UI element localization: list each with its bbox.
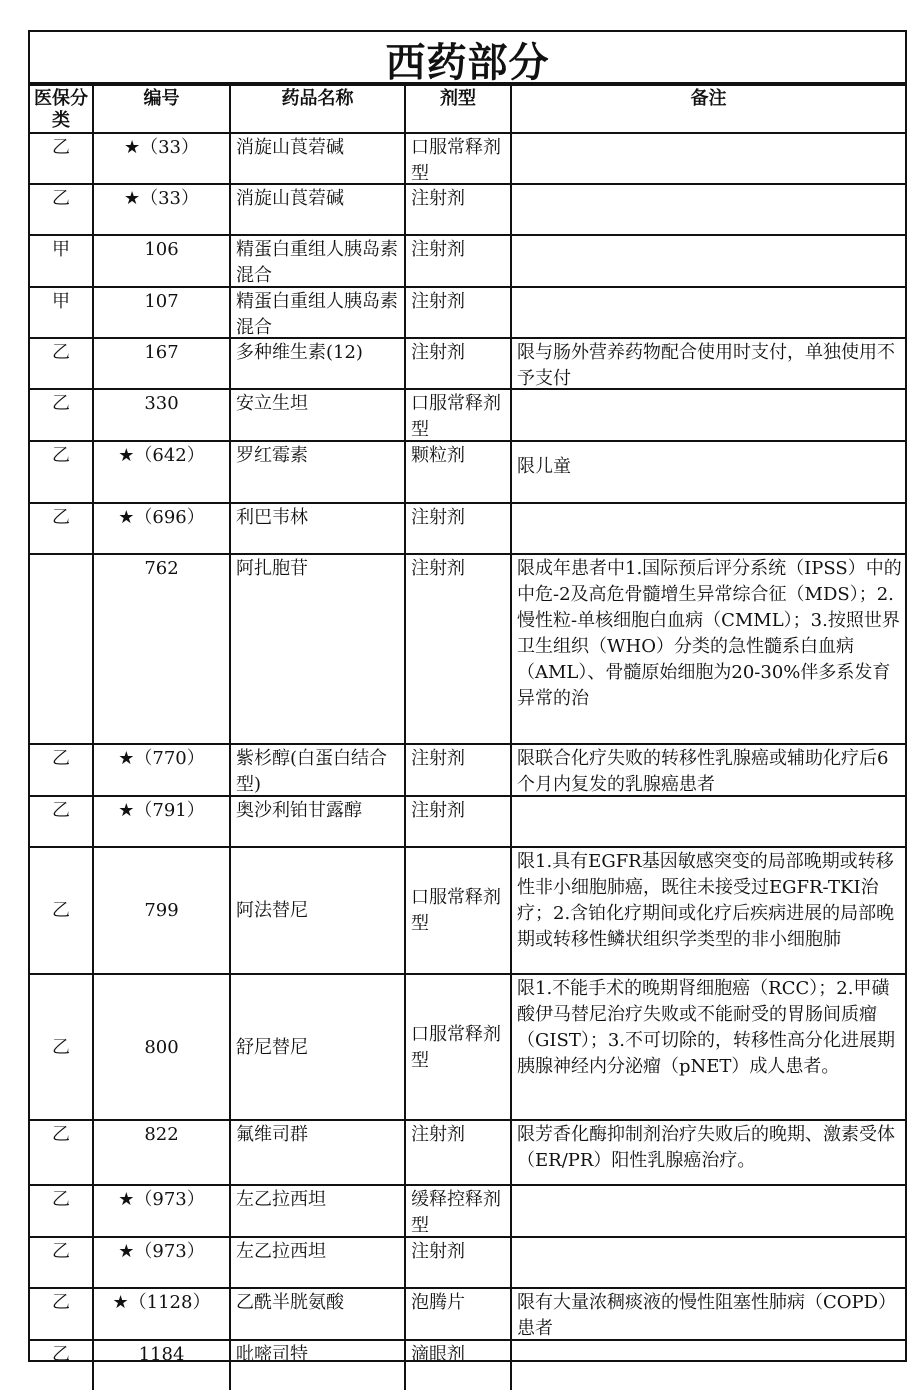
drug-name-cell xyxy=(230,184,405,235)
note-text xyxy=(512,288,905,337)
drug-name-text: 氟维司群 xyxy=(236,1124,308,1145)
dosage-form-text: 注射剂 xyxy=(411,507,465,528)
table-row xyxy=(30,847,905,974)
header-form: 剂型 xyxy=(405,85,511,133)
drug-table-sheet xyxy=(28,30,907,1365)
drug-name-text: 舒尼替尼 xyxy=(236,1036,308,1058)
number-text: ★（33） xyxy=(123,188,200,209)
category-text: 甲 xyxy=(52,291,70,312)
note-text: 限儿童 xyxy=(517,456,571,477)
category-cell xyxy=(30,1237,93,1288)
category-text: 乙 xyxy=(52,800,70,821)
category-text: 乙 xyxy=(52,445,70,466)
category-cell xyxy=(30,1288,93,1340)
category-text: 乙 xyxy=(52,507,70,528)
note-cell xyxy=(511,744,905,796)
table-body xyxy=(30,133,905,1390)
title-row xyxy=(30,32,905,84)
category-cell xyxy=(30,503,93,554)
drug-name-cell xyxy=(230,389,405,441)
number-cell xyxy=(93,503,230,554)
number-text: 799 xyxy=(144,900,179,921)
dosage-form-text: 口服常释剂型 xyxy=(411,137,501,183)
page-title: 西药部分 xyxy=(385,40,550,84)
dosage-form-text: 注射剂 xyxy=(411,558,465,579)
table-row xyxy=(30,554,905,744)
dosage-form-text: 注射剂 xyxy=(411,1124,465,1145)
dosage-form-cell xyxy=(405,184,511,235)
category-cell xyxy=(30,974,93,1120)
drug-name-cell xyxy=(230,1237,405,1288)
number-text: 822 xyxy=(144,1124,179,1145)
category-text: 乙 xyxy=(52,1292,70,1313)
category-cell xyxy=(30,796,93,847)
drug-name-text: 紫杉醇(白蛋白结合型) xyxy=(236,748,388,795)
header-category: 医保分类 xyxy=(30,85,93,133)
table-row xyxy=(30,974,905,1120)
note-cell xyxy=(511,796,905,847)
number-cell xyxy=(93,847,230,974)
drug-name-cell xyxy=(230,287,405,338)
note-cell xyxy=(511,338,905,389)
drug-name-cell xyxy=(230,441,405,503)
category-text: 乙 xyxy=(52,900,70,921)
category-cell xyxy=(30,1340,93,1390)
drug-name-cell xyxy=(230,1288,405,1340)
category-cell xyxy=(30,441,93,503)
drug-table xyxy=(30,84,905,1390)
table-row xyxy=(30,1120,905,1185)
dosage-form-text: 缓释控释剂型 xyxy=(411,1189,501,1236)
dosage-form-cell xyxy=(405,503,511,554)
dosage-form-cell xyxy=(405,1288,511,1340)
note-text xyxy=(512,1186,905,1236)
number-text: ★（973） xyxy=(118,1189,205,1210)
number-cell xyxy=(93,133,230,184)
note-text: 限与肠外营养药物配合使用时支付，单独使用不予支付 xyxy=(517,342,895,388)
dosage-form-text: 口服常释剂型 xyxy=(411,393,501,440)
table-row xyxy=(30,184,905,235)
category-text: 乙 xyxy=(52,1124,70,1145)
drug-name-text: 奥沙利铂甘露醇 xyxy=(236,800,362,821)
dosage-form-cell xyxy=(405,1237,511,1288)
category-cell xyxy=(30,554,93,744)
number-text: ★（770） xyxy=(118,748,205,769)
category-text: 甲 xyxy=(52,239,70,260)
drug-name-cell xyxy=(230,1340,405,1390)
number-text: 167 xyxy=(144,342,179,363)
number-text: ★（791） xyxy=(118,800,205,821)
note-text: 限有大量浓稠痰液的慢性阻塞性肺病（COPD）患者 xyxy=(517,1292,897,1339)
drug-name-text: 精蛋白重组人胰岛素混合 xyxy=(236,291,398,337)
number-text: 1184 xyxy=(138,1344,185,1365)
category-cell xyxy=(30,744,93,796)
drug-name-cell xyxy=(230,847,405,974)
note-cell xyxy=(511,1288,905,1340)
dosage-form-text: 注射剂 xyxy=(411,342,465,363)
number-cell xyxy=(93,287,230,338)
number-cell xyxy=(93,796,230,847)
note-text: 限成年患者中1.国际预后评分系统（IPSS）中的中危-2及高危骨髓增生异常综合征（MDS）；2.慢性粒-单核细胞白血病（CMML）；3.按照世界卫生组织（WHO）分类的急性髓系白血病（AML）、骨髓原始细胞为20-30%伴多系发育异常的治 xyxy=(517,558,902,709)
drug-name-text: 多种维生素(12) xyxy=(236,342,363,363)
dosage-form-cell xyxy=(405,235,511,287)
drug-name-text: 利巴韦林 xyxy=(236,507,308,528)
header-name: 药品名称 xyxy=(230,85,405,133)
drug-name-text: 安立生坦 xyxy=(236,393,308,414)
category-text: 乙 xyxy=(52,1189,70,1210)
dosage-form-text: 口服常释剂型 xyxy=(411,887,501,934)
category-cell xyxy=(30,287,93,338)
note-cell xyxy=(511,389,905,441)
dosage-form-cell xyxy=(405,1340,511,1390)
table-row xyxy=(30,389,905,441)
dosage-form-cell xyxy=(405,1185,511,1237)
note-cell xyxy=(511,554,905,744)
drug-name-cell xyxy=(230,554,405,744)
table-row xyxy=(30,1185,905,1237)
drug-name-cell xyxy=(230,235,405,287)
note-text: 限1.具有EGFR基因敏感突变的局部晚期或转移性非小细胞肺癌，既往未接受过EGFR-TKI治疗；2.含铂化疗期间或化疗后疾病进展的局部晚期或转移性鳞状组织学类型的非小细胞肺 xyxy=(517,851,895,950)
dosage-form-cell xyxy=(405,441,511,503)
table-row xyxy=(30,338,905,389)
number-text: ★（33） xyxy=(123,137,200,158)
dosage-form-cell xyxy=(405,287,511,338)
dosage-form-text: 注射剂 xyxy=(411,188,465,209)
table-row xyxy=(30,1237,905,1288)
note-text xyxy=(512,797,905,846)
table-row xyxy=(30,441,905,503)
dosage-form-text: 注射剂 xyxy=(411,800,465,821)
dosage-form-text: 注射剂 xyxy=(411,239,465,260)
dosage-form-cell xyxy=(405,744,511,796)
number-text: 107 xyxy=(144,291,179,312)
category-cell xyxy=(30,1185,93,1237)
category-text: 乙 xyxy=(52,393,70,414)
note-text xyxy=(512,1238,905,1287)
note-text xyxy=(512,390,905,440)
note-text xyxy=(512,504,905,553)
table-row xyxy=(30,287,905,338)
dosage-form-cell xyxy=(405,133,511,184)
number-cell xyxy=(93,1185,230,1237)
category-text: 乙 xyxy=(52,137,70,158)
number-cell xyxy=(93,974,230,1120)
number-text: 330 xyxy=(144,393,179,414)
number-text: ★（642） xyxy=(118,445,205,466)
dosage-form-cell xyxy=(405,1120,511,1185)
dosage-form-text: 滴眼剂 xyxy=(411,1344,465,1365)
dosage-form-cell xyxy=(405,554,511,744)
number-cell xyxy=(93,235,230,287)
dosage-form-text: 泡腾片 xyxy=(411,1292,465,1313)
drug-name-text: 左乙拉西坦 xyxy=(236,1189,326,1210)
drug-name-cell xyxy=(230,1185,405,1237)
note-text xyxy=(512,134,905,183)
number-text: 106 xyxy=(144,239,179,260)
category-cell xyxy=(30,235,93,287)
category-cell xyxy=(30,389,93,441)
number-cell xyxy=(93,1237,230,1288)
drug-name-text: 阿法替尼 xyxy=(236,900,308,921)
drug-name-text: 精蛋白重组人胰岛素混合 xyxy=(236,239,398,286)
number-text: ★（696） xyxy=(118,507,205,528)
drug-name-cell xyxy=(230,796,405,847)
note-text xyxy=(512,1341,905,1390)
note-cell xyxy=(511,847,905,974)
category-cell xyxy=(30,1120,93,1185)
category-text: 乙 xyxy=(52,188,70,209)
table-row xyxy=(30,1340,905,1390)
note-cell xyxy=(511,235,905,287)
category-cell xyxy=(30,338,93,389)
note-cell xyxy=(511,1237,905,1288)
category-text: 乙 xyxy=(52,1036,70,1058)
category-text: 乙 xyxy=(52,748,70,769)
number-text: ★（1128） xyxy=(112,1292,211,1313)
note-cell xyxy=(511,441,905,503)
table-row xyxy=(30,1288,905,1340)
dosage-form-text: 注射剂 xyxy=(411,1241,465,1262)
note-text: 限1.不能手术的晚期肾细胞癌（RCC）；2.甲磺酸伊马替尼治疗失败或不能耐受的胃肠间质瘤（GIST）；3.不可切除的，转移性高分化进展期胰腺神经内分泌瘤（pNET）成人患者。 xyxy=(517,978,895,1077)
category-text xyxy=(30,555,92,743)
category-text: 乙 xyxy=(52,1344,70,1365)
number-text: 800 xyxy=(144,1036,179,1058)
drug-name-cell xyxy=(230,744,405,796)
header-note: 备注 xyxy=(511,85,905,133)
dosage-form-cell xyxy=(405,974,511,1120)
category-cell xyxy=(30,184,93,235)
drug-name-cell xyxy=(230,974,405,1120)
category-cell xyxy=(30,847,93,974)
drug-name-text: 左乙拉西坦 xyxy=(236,1241,326,1262)
category-text: 乙 xyxy=(52,1241,70,1262)
note-text xyxy=(512,236,905,286)
note-cell xyxy=(511,133,905,184)
note-cell xyxy=(511,184,905,235)
dosage-form-cell xyxy=(405,389,511,441)
dosage-form-text: 颗粒剂 xyxy=(411,445,465,466)
number-cell xyxy=(93,1120,230,1185)
drug-name-cell xyxy=(230,503,405,554)
drug-name-cell xyxy=(230,338,405,389)
header-row xyxy=(30,85,905,133)
note-cell xyxy=(511,1120,905,1185)
table-row xyxy=(30,503,905,554)
table-row xyxy=(30,235,905,287)
number-cell xyxy=(93,1288,230,1340)
note-cell xyxy=(511,974,905,1120)
drug-name-text: 消旋山莨菪碱 xyxy=(236,188,344,209)
number-text: 762 xyxy=(144,558,179,579)
category-text: 乙 xyxy=(52,342,70,363)
header-number: 编号 xyxy=(93,85,230,133)
note-cell xyxy=(511,287,905,338)
dosage-form-text: 注射剂 xyxy=(411,291,465,312)
number-text: ★（973） xyxy=(118,1241,205,1262)
number-cell xyxy=(93,744,230,796)
note-cell xyxy=(511,1185,905,1237)
dosage-form-text: 口服常释剂型 xyxy=(411,1023,501,1071)
table-row xyxy=(30,133,905,184)
dosage-form-cell xyxy=(405,847,511,974)
drug-name-cell xyxy=(230,1120,405,1185)
note-text: 限芳香化酶抑制剂治疗失败后的晚期、激素受体（ER/PR）阳性乳腺癌治疗。 xyxy=(517,1124,895,1171)
dosage-form-text: 注射剂 xyxy=(411,748,465,769)
number-cell xyxy=(93,338,230,389)
table-row xyxy=(30,796,905,847)
drug-name-text: 阿扎胞苷 xyxy=(236,558,308,579)
dosage-form-cell xyxy=(405,796,511,847)
dosage-form-cell xyxy=(405,338,511,389)
number-cell xyxy=(93,1340,230,1390)
number-cell xyxy=(93,184,230,235)
note-text: 限联合化疗失败的转移性乳腺癌或辅助化疗后6个月内复发的乳腺癌患者 xyxy=(517,748,889,795)
drug-name-text: 罗红霉素 xyxy=(236,445,308,466)
category-cell xyxy=(30,133,93,184)
drug-name-text: 消旋山莨菪碱 xyxy=(236,137,344,158)
drug-name-text: 吡嘧司特 xyxy=(236,1344,308,1365)
drug-name-cell xyxy=(230,133,405,184)
number-cell xyxy=(93,389,230,441)
drug-name-text: 乙酰半胱氨酸 xyxy=(236,1292,344,1313)
note-text xyxy=(512,185,905,234)
note-cell xyxy=(511,503,905,554)
table-row xyxy=(30,744,905,796)
number-cell xyxy=(93,554,230,744)
number-cell xyxy=(93,441,230,503)
note-cell xyxy=(511,1340,905,1390)
